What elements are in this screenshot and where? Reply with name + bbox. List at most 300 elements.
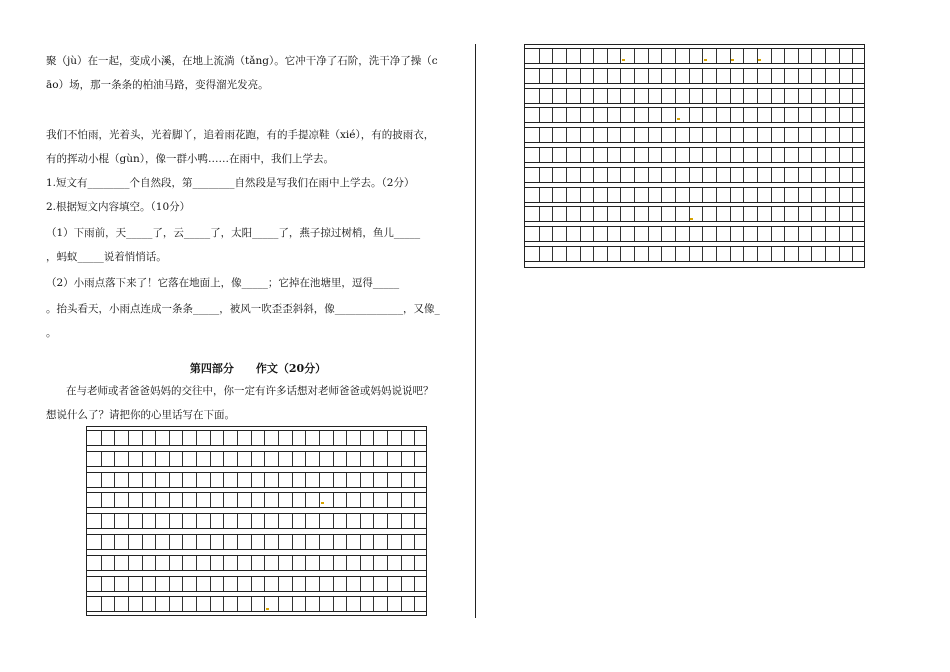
grid-row[interactable] bbox=[87, 472, 426, 488]
grid-cell-line bbox=[142, 535, 143, 549]
grid-cell-line bbox=[702, 69, 703, 83]
grid-cell-line bbox=[237, 452, 238, 466]
grid-cell-line bbox=[251, 514, 252, 528]
grid-cell-line bbox=[716, 148, 717, 162]
grid-row[interactable] bbox=[87, 451, 426, 467]
grid-cell-line bbox=[620, 148, 621, 162]
grid-cell-line bbox=[182, 535, 183, 549]
grid-cell-line bbox=[771, 89, 772, 103]
grid-cell-line bbox=[811, 168, 812, 182]
grid-cell-line bbox=[798, 188, 799, 202]
grid-cell-line bbox=[620, 108, 621, 122]
grid-cell-line bbox=[675, 49, 676, 63]
speck bbox=[677, 118, 680, 120]
grid-cell-line bbox=[689, 168, 690, 182]
grid-cell-line bbox=[757, 108, 758, 122]
question-2-2-end: 。 bbox=[46, 327, 57, 339]
grid-cell-line bbox=[661, 128, 662, 142]
grid-cell-line bbox=[305, 473, 306, 487]
grid-cell-line bbox=[593, 227, 594, 241]
grid-cell-line bbox=[182, 514, 183, 528]
grid-cell-line bbox=[852, 49, 853, 63]
grid-cell-line bbox=[661, 227, 662, 241]
grid-cell-line bbox=[825, 148, 826, 162]
grid-cell-line bbox=[784, 247, 785, 261]
grid-cell-line bbox=[333, 473, 334, 487]
grid-cell-line bbox=[333, 493, 334, 507]
grid-row[interactable] bbox=[525, 68, 864, 84]
grid-cell-line bbox=[675, 128, 676, 142]
writing-grid-left[interactable] bbox=[86, 426, 427, 616]
question-2-1: （1）下雨前，天_____了，云_____了，太阳_____了，燕子掠过树梢，鱼儿_____ bbox=[46, 227, 421, 239]
grid-cell-line bbox=[593, 247, 594, 261]
grid-row[interactable] bbox=[525, 147, 864, 163]
grid-cell-line bbox=[798, 69, 799, 83]
passage-line: 聚（jù）在一起，变成小溪，在地上流淌（tǎng）。它冲干净了石阶，洗干净了操（c bbox=[46, 55, 438, 67]
grid-cell-line bbox=[607, 108, 608, 122]
grid-cell-line bbox=[251, 452, 252, 466]
grid-cell-line bbox=[757, 168, 758, 182]
grid-row[interactable] bbox=[87, 576, 426, 592]
grid-cell-line bbox=[539, 247, 540, 261]
grid-cell-line bbox=[661, 168, 662, 182]
grid-cell-line bbox=[142, 514, 143, 528]
grid-cell-line bbox=[675, 207, 676, 221]
grid-cell-line bbox=[661, 49, 662, 63]
grid-cell-line bbox=[101, 535, 102, 549]
grid-cell-line bbox=[825, 227, 826, 241]
grid-cell-line bbox=[237, 535, 238, 549]
grid-cell-line bbox=[319, 597, 320, 611]
grid-cell-line bbox=[373, 493, 374, 507]
grid-row[interactable] bbox=[87, 596, 426, 612]
grid-cell-line bbox=[142, 473, 143, 487]
grid-cell-line bbox=[730, 227, 731, 241]
grid-cell-line bbox=[839, 207, 840, 221]
grid-cell-line bbox=[702, 247, 703, 261]
grid-cell-line bbox=[128, 514, 129, 528]
grid-cell-line bbox=[839, 148, 840, 162]
grid-cell-line bbox=[607, 207, 608, 221]
grid-row[interactable] bbox=[525, 187, 864, 203]
grid-cell-line bbox=[142, 431, 143, 445]
grid-cell-line bbox=[360, 577, 361, 591]
grid-cell-line bbox=[784, 168, 785, 182]
grid-cell-line bbox=[278, 535, 279, 549]
grid-cell-line bbox=[373, 473, 374, 487]
grid-cell-line bbox=[264, 431, 265, 445]
grid-cell-line bbox=[852, 227, 853, 241]
grid-cell-line bbox=[811, 188, 812, 202]
grid-cell-line bbox=[196, 473, 197, 487]
grid-cell-line bbox=[251, 493, 252, 507]
grid-cell-line bbox=[702, 89, 703, 103]
grid-cell-line bbox=[620, 128, 621, 142]
grid-cell-line bbox=[620, 207, 621, 221]
grid-cell-line bbox=[716, 227, 717, 241]
grid-cell-line bbox=[825, 108, 826, 122]
grid-cell-line bbox=[566, 89, 567, 103]
grid-cell-line bbox=[566, 69, 567, 83]
grid-cell-line bbox=[771, 128, 772, 142]
grid-cell-line bbox=[155, 577, 156, 591]
grid-cell-line bbox=[278, 431, 279, 445]
grid-row[interactable] bbox=[525, 88, 864, 104]
grid-cell-line bbox=[593, 188, 594, 202]
grid-cell-line bbox=[716, 108, 717, 122]
column-divider bbox=[475, 44, 476, 618]
grid-cell-line bbox=[620, 168, 621, 182]
grid-cell-line bbox=[634, 227, 635, 241]
grid-cell-line bbox=[223, 597, 224, 611]
grid-cell-line bbox=[552, 247, 553, 261]
grid-cell-line bbox=[128, 431, 129, 445]
grid-row[interactable] bbox=[525, 206, 864, 222]
grid-cell-line bbox=[580, 108, 581, 122]
grid-cell-line bbox=[305, 493, 306, 507]
grid-cell-line bbox=[373, 431, 374, 445]
grid-cell-line bbox=[264, 577, 265, 591]
grid-cell-line bbox=[278, 473, 279, 487]
speck bbox=[731, 59, 734, 61]
grid-cell-line bbox=[566, 148, 567, 162]
grid-row[interactable] bbox=[87, 430, 426, 446]
grid-cell-line bbox=[811, 227, 812, 241]
grid-cell-line bbox=[730, 89, 731, 103]
grid-cell-line bbox=[771, 69, 772, 83]
grid-row[interactable] bbox=[525, 107, 864, 123]
grid-row[interactable] bbox=[525, 226, 864, 242]
grid-cell-line bbox=[114, 431, 115, 445]
grid-cell-line bbox=[373, 452, 374, 466]
grid-cell-line bbox=[648, 207, 649, 221]
grid-cell-line bbox=[593, 207, 594, 221]
grid-cell-line bbox=[251, 556, 252, 570]
grid-cell-line bbox=[784, 227, 785, 241]
grid-cell-line bbox=[292, 493, 293, 507]
grid-cell-line bbox=[634, 188, 635, 202]
grid-cell-line bbox=[743, 69, 744, 83]
grid-cell-line bbox=[169, 556, 170, 570]
grid-cell-line bbox=[716, 168, 717, 182]
grid-cell-line bbox=[101, 514, 102, 528]
grid-cell-line bbox=[730, 69, 731, 83]
grid-cell-line bbox=[101, 431, 102, 445]
grid-cell-line bbox=[852, 69, 853, 83]
grid-cell-line bbox=[169, 452, 170, 466]
grid-cell-line bbox=[825, 188, 826, 202]
grid-cell-line bbox=[675, 108, 676, 122]
grid-cell-line bbox=[607, 49, 608, 63]
grid-cell-line bbox=[539, 128, 540, 142]
grid-cell-line bbox=[196, 577, 197, 591]
grid-cell-line bbox=[278, 452, 279, 466]
grid-cell-line bbox=[743, 188, 744, 202]
grid-cell-line bbox=[566, 108, 567, 122]
grid-cell-line bbox=[210, 493, 211, 507]
grid-cell-line bbox=[661, 108, 662, 122]
grid-cell-line bbox=[661, 69, 662, 83]
grid-cell-line bbox=[689, 148, 690, 162]
grid-cell-line bbox=[580, 89, 581, 103]
grid-cell-line bbox=[607, 188, 608, 202]
grid-cell-line bbox=[798, 89, 799, 103]
grid-cell-line bbox=[852, 168, 853, 182]
grid-row[interactable] bbox=[87, 555, 426, 571]
grid-cell-line bbox=[716, 188, 717, 202]
grid-cell-line bbox=[634, 168, 635, 182]
grid-cell-line bbox=[387, 556, 388, 570]
grid-cell-line bbox=[580, 168, 581, 182]
grid-cell-line bbox=[210, 597, 211, 611]
speck bbox=[690, 218, 693, 220]
composition-prompt: 想说什么了？请把你的心里话写在下面。 bbox=[46, 409, 235, 421]
grid-cell-line bbox=[811, 108, 812, 122]
question-1: 1.短文有________个自然段，第________自然段是写我们在雨中上学去。（2分） bbox=[46, 177, 415, 189]
grid-cell-line bbox=[292, 535, 293, 549]
grid-row[interactable] bbox=[87, 513, 426, 529]
grid-cell-line bbox=[401, 577, 402, 591]
grid-cell-line bbox=[798, 49, 799, 63]
grid-cell-line bbox=[634, 89, 635, 103]
passage-line: āo）场，那一条条的柏油马路，变得溜光发亮。 bbox=[46, 79, 269, 91]
grid-cell-line bbox=[196, 535, 197, 549]
grid-cell-line bbox=[730, 207, 731, 221]
grid-cell-line bbox=[811, 148, 812, 162]
grid-cell-line bbox=[798, 168, 799, 182]
grid-cell-line bbox=[839, 188, 840, 202]
grid-row[interactable] bbox=[87, 492, 426, 508]
grid-cell-line bbox=[811, 128, 812, 142]
grid-cell-line bbox=[620, 227, 621, 241]
grid-cell-line bbox=[373, 514, 374, 528]
grid-cell-line bbox=[333, 431, 334, 445]
grid-cell-line bbox=[716, 207, 717, 221]
grid-cell-line bbox=[634, 108, 635, 122]
grid-cell-line bbox=[292, 514, 293, 528]
grid-cell-line bbox=[839, 69, 840, 83]
grid-cell-line bbox=[580, 69, 581, 83]
grid-cell-line bbox=[155, 473, 156, 487]
grid-cell-line bbox=[730, 148, 731, 162]
grid-cell-line bbox=[675, 89, 676, 103]
grid-row[interactable] bbox=[87, 534, 426, 550]
grid-cell-line bbox=[251, 473, 252, 487]
grid-cell-line bbox=[182, 493, 183, 507]
composition-prompt: 在与老师或者爸爸妈妈的交往中，你一定有许多话想对老师爸爸或妈妈说说吧？ bbox=[66, 385, 434, 397]
grid-cell-line bbox=[798, 207, 799, 221]
grid-cell-line bbox=[223, 577, 224, 591]
grid-cell-line bbox=[278, 597, 279, 611]
grid-cell-line bbox=[607, 168, 608, 182]
grid-cell-line bbox=[128, 473, 129, 487]
grid-cell-line bbox=[852, 188, 853, 202]
grid-cell-line bbox=[539, 108, 540, 122]
grid-cell-line bbox=[223, 535, 224, 549]
grid-cell-line bbox=[716, 49, 717, 63]
grid-row[interactable] bbox=[525, 246, 864, 262]
grid-cell-line bbox=[634, 247, 635, 261]
grid-cell-line bbox=[593, 69, 594, 83]
grid-cell-line bbox=[223, 556, 224, 570]
grid-cell-line bbox=[333, 597, 334, 611]
grid-cell-line bbox=[716, 89, 717, 103]
grid-cell-line bbox=[401, 431, 402, 445]
grid-cell-line bbox=[142, 577, 143, 591]
speck bbox=[704, 59, 707, 61]
grid-cell-line bbox=[839, 108, 840, 122]
grid-cell-line bbox=[210, 473, 211, 487]
grid-cell-line bbox=[333, 556, 334, 570]
grid-cell-line bbox=[223, 473, 224, 487]
grid-cell-line bbox=[771, 188, 772, 202]
grid-cell-line bbox=[648, 247, 649, 261]
grid-cell-line bbox=[566, 207, 567, 221]
grid-cell-line bbox=[566, 49, 567, 63]
grid-cell-line bbox=[743, 148, 744, 162]
grid-cell-line bbox=[387, 577, 388, 591]
grid-cell-line bbox=[401, 493, 402, 507]
grid-cell-line bbox=[661, 89, 662, 103]
grid-cell-line bbox=[346, 597, 347, 611]
grid-cell-line bbox=[689, 108, 690, 122]
grid-cell-line bbox=[292, 577, 293, 591]
writing-grid-right[interactable] bbox=[524, 44, 865, 268]
grid-cell-line bbox=[142, 452, 143, 466]
grid-cell-line bbox=[414, 556, 415, 570]
grid-cell-line bbox=[580, 247, 581, 261]
grid-cell-line bbox=[305, 597, 306, 611]
speck bbox=[622, 59, 625, 61]
grid-row[interactable] bbox=[525, 127, 864, 143]
grid-cell-line bbox=[278, 514, 279, 528]
grid-cell-line bbox=[210, 514, 211, 528]
grid-cell-line bbox=[757, 207, 758, 221]
grid-cell-line bbox=[401, 473, 402, 487]
grid-cell-line bbox=[539, 89, 540, 103]
grid-cell-line bbox=[634, 148, 635, 162]
grid-cell-line bbox=[155, 535, 156, 549]
grid-cell-line bbox=[552, 148, 553, 162]
grid-cell-line bbox=[566, 128, 567, 142]
speck bbox=[758, 59, 761, 61]
grid-cell-line bbox=[620, 89, 621, 103]
grid-cell-line bbox=[839, 49, 840, 63]
grid-cell-line bbox=[264, 493, 265, 507]
grid-cell-line bbox=[251, 431, 252, 445]
grid-cell-line bbox=[414, 493, 415, 507]
grid-cell-line bbox=[634, 49, 635, 63]
grid-cell-line bbox=[634, 207, 635, 221]
grid-cell-line bbox=[689, 89, 690, 103]
grid-cell-line bbox=[387, 597, 388, 611]
grid-cell-line bbox=[771, 207, 772, 221]
grid-cell-line bbox=[798, 128, 799, 142]
grid-cell-line bbox=[580, 207, 581, 221]
grid-cell-line bbox=[811, 69, 812, 83]
grid-cell-line bbox=[346, 473, 347, 487]
grid-cell-line bbox=[839, 247, 840, 261]
speck bbox=[321, 502, 324, 504]
grid-cell-line bbox=[852, 247, 853, 261]
grid-cell-line bbox=[593, 168, 594, 182]
grid-cell-line bbox=[196, 514, 197, 528]
grid-cell-line bbox=[743, 128, 744, 142]
grid-cell-line bbox=[319, 556, 320, 570]
grid-cell-line bbox=[333, 535, 334, 549]
grid-cell-line bbox=[839, 227, 840, 241]
grid-cell-line bbox=[278, 577, 279, 591]
grid-cell-line bbox=[360, 597, 361, 611]
grid-cell-line bbox=[730, 128, 731, 142]
grid-cell-line bbox=[346, 431, 347, 445]
grid-cell-line bbox=[771, 148, 772, 162]
grid-cell-line bbox=[702, 207, 703, 221]
grid-cell-line bbox=[114, 556, 115, 570]
grid-cell-line bbox=[360, 535, 361, 549]
grid-cell-line bbox=[114, 535, 115, 549]
grid-cell-line bbox=[771, 108, 772, 122]
grid-cell-line bbox=[539, 69, 540, 83]
grid-cell-line bbox=[784, 89, 785, 103]
grid-cell-line bbox=[128, 577, 129, 591]
grid-cell-line bbox=[743, 227, 744, 241]
grid-cell-line bbox=[648, 89, 649, 103]
grid-cell-line bbox=[360, 514, 361, 528]
grid-cell-line bbox=[825, 207, 826, 221]
grid-cell-line bbox=[155, 597, 156, 611]
grid-cell-line bbox=[539, 227, 540, 241]
grid-cell-line bbox=[292, 556, 293, 570]
grid-cell-line bbox=[661, 247, 662, 261]
grid-cell-line bbox=[414, 473, 415, 487]
grid-cell-line bbox=[346, 577, 347, 591]
grid-cell-line bbox=[702, 168, 703, 182]
grid-cell-line bbox=[264, 473, 265, 487]
grid-cell-line bbox=[539, 148, 540, 162]
grid-row[interactable] bbox=[525, 48, 864, 64]
grid-cell-line bbox=[811, 207, 812, 221]
grid-cell-line bbox=[360, 556, 361, 570]
grid-cell-line bbox=[743, 168, 744, 182]
grid-cell-line bbox=[716, 69, 717, 83]
grid-cell-line bbox=[401, 597, 402, 611]
grid-cell-line bbox=[825, 49, 826, 63]
grid-cell-line bbox=[155, 452, 156, 466]
grid-cell-line bbox=[128, 597, 129, 611]
grid-cell-line bbox=[784, 148, 785, 162]
grid-cell-line bbox=[620, 69, 621, 83]
grid-cell-line bbox=[319, 577, 320, 591]
grid-cell-line bbox=[387, 431, 388, 445]
grid-cell-line bbox=[675, 227, 676, 241]
grid-cell-line bbox=[305, 431, 306, 445]
grid-cell-line bbox=[771, 227, 772, 241]
grid-cell-line bbox=[346, 556, 347, 570]
grid-cell-line bbox=[142, 597, 143, 611]
grid-row[interactable] bbox=[525, 167, 864, 183]
grid-cell-line bbox=[292, 452, 293, 466]
grid-cell-line bbox=[237, 597, 238, 611]
grid-cell-line bbox=[716, 247, 717, 261]
grid-cell-line bbox=[852, 148, 853, 162]
grid-cell-line bbox=[648, 108, 649, 122]
grid-cell-line bbox=[414, 597, 415, 611]
grid-cell-line bbox=[155, 514, 156, 528]
grid-cell-line bbox=[566, 188, 567, 202]
grid-cell-line bbox=[825, 89, 826, 103]
grid-cell-line bbox=[196, 597, 197, 611]
